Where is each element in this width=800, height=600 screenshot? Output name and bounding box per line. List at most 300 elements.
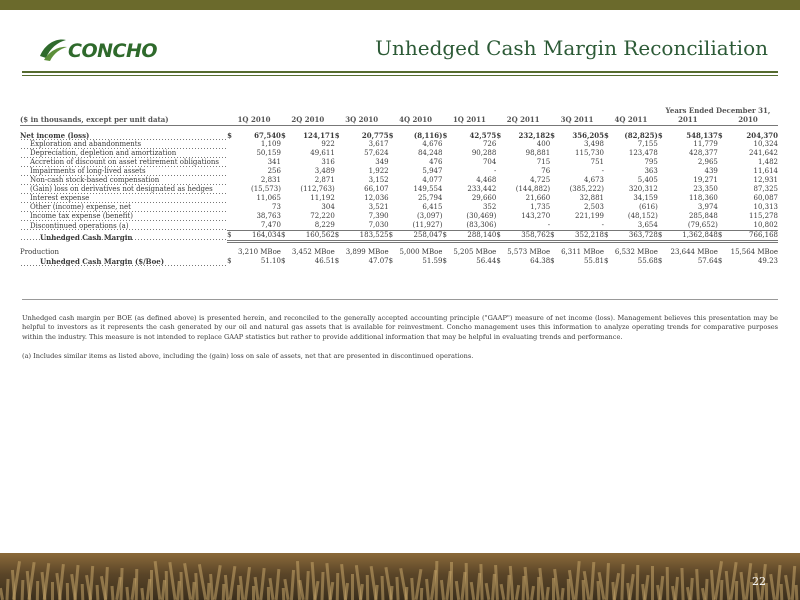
currency-symbol [718,140,726,149]
table-cell: 4,468 [476,176,497,184]
currency-symbol [335,221,343,231]
currency-symbol [604,212,612,221]
currency-symbol [442,140,450,149]
table-cell: 233,442 [467,185,497,193]
table-cell: 1,735 [530,203,551,211]
table-cell: 3,521 [368,203,389,211]
row-label: Other (income) expense, net [20,203,227,212]
row-label: Non-cash stock-based compensation [20,176,227,185]
logo-wordmark: CONCHO [68,40,157,62]
table-cell: 3,210 MBoe [238,248,281,256]
table-row [20,158,778,167]
table-cell: 183,525 [343,231,389,242]
currency-symbol: $ [227,257,232,265]
currency-symbol [335,158,343,167]
currency-symbol: $ [280,131,286,140]
table-cell: 288,140 [451,231,497,242]
currency-symbol [604,248,612,257]
row-label: (Gain) loss on derivatives not designated as hedges [20,185,227,194]
currency-symbol [718,248,726,257]
currency-symbol [658,212,666,221]
currency-symbol: $ [388,131,394,140]
currency-symbol [281,185,289,194]
currency-symbol: $ [550,131,556,140]
currency-symbol [227,203,235,212]
years-ended-header: Years Ended December 31, [665,106,771,115]
currency-symbol: $ [550,257,555,265]
currency-symbol [389,248,397,257]
column-header: 1Q 2010 [227,115,281,126]
row-label: Accretion of discount on asset retirement obligations [20,158,227,167]
table-row [20,194,778,203]
table-cell: 29,660 [471,194,497,202]
table-cell: 25,794 [417,194,443,202]
currency-symbol [550,221,558,231]
table-cell: 439 [704,167,718,175]
currency-symbol [442,221,450,231]
table-cell: 5,000 MBoe [399,248,443,256]
column-header: 2011 [658,115,718,126]
table-cell: 352,218 [558,231,604,242]
currency-symbol [718,212,726,221]
currency-symbol [227,158,235,167]
currency-symbol [227,248,235,257]
currency-symbol [718,185,726,194]
currency-symbol [227,194,235,203]
table-cell: 50,159 [256,149,281,157]
currency-symbol [335,176,343,185]
currency-symbol [496,140,504,149]
currency-symbol: $ [717,131,723,140]
table-cell: 21,660 [525,194,551,202]
table-cell: 76 [541,167,551,175]
table-row [20,203,778,212]
table-cell: (385,222) [569,185,604,193]
table-cell: 90,288 [471,149,497,157]
units-label: ($ in thousands, except per unit data) [20,115,227,126]
table-cell: 751 [590,158,604,166]
page-number: 22 [752,575,766,588]
currency-symbol [496,221,504,231]
column-header: 4Q 2010 [389,115,443,126]
currency-symbol [335,185,343,194]
currency-symbol [281,140,289,149]
currency-symbol: $ [717,257,723,265]
table-cell: 49.23 [757,257,778,265]
table-row [20,231,778,242]
table-cell: 320,312 [628,185,658,193]
table-cell: 10,324 [753,140,778,148]
table-cell: 285,848 [688,212,718,220]
table-cell: 42,575 [469,131,497,140]
currency-symbol [496,194,504,203]
table-cell: 363,728 [612,231,658,242]
currency-symbol [389,212,397,221]
currency-symbol [389,176,397,185]
currency-symbol [496,185,504,194]
table-cell: 349 [375,158,389,166]
table-cell: 3,452 MBoe [291,248,335,256]
table-cell: 11,065 [256,194,281,202]
column-header: 3Q 2011 [550,115,604,126]
currency-symbol [389,194,397,203]
table-cell: 304 [321,203,335,211]
table-cell: 47.07 [368,257,389,265]
table-cell: 2,965 [697,158,718,166]
table-cell: 726 [482,140,497,148]
table-cell: 56.44 [476,257,497,265]
table-cell: 4,673 [583,176,604,184]
table-cell: 6,311 MBoe [561,248,604,256]
currency-symbol [604,194,612,203]
currency-symbol: $ [657,257,663,265]
currency-symbol [550,212,558,221]
currency-symbol [335,248,343,257]
table-cell: 548,137 [686,131,718,140]
currency-symbol [227,140,235,149]
currency-symbol: $ [550,231,558,242]
currency-symbol: $ [604,131,609,140]
currency-symbol: $ [604,257,609,265]
table-cell: 64.38 [530,257,551,265]
table-cell: 3,498 [583,140,604,148]
table-cell: 7,390 [368,212,389,220]
currency-symbol: $ [388,257,394,265]
table-cell: 341 [267,158,281,166]
table-cell: 3,974 [697,203,718,211]
table-cell: 795 [644,158,658,166]
currency-symbol: $ [658,231,666,242]
table-cell: 118,360 [688,194,718,202]
currency-symbol [335,167,343,176]
currency-symbol [604,221,612,231]
table-cell: 12,036 [364,194,389,202]
table-cell: 7,470 [260,221,281,229]
currency-symbol [550,248,558,257]
currency-symbol [496,167,504,176]
row-label: Discontinued operations (a) [20,221,227,231]
table-cell: 4,077 [422,176,443,184]
currency-symbol [550,203,558,212]
page-title: Unhedged Cash Margin Reconciliation [375,36,768,60]
table-cell: 60,087 [753,194,778,202]
currency-symbol: $ [389,231,397,242]
table-cell: (11,927) [412,221,443,229]
currency-symbol [335,203,343,212]
table-row [20,257,778,266]
currency-symbol [658,176,666,185]
table-cell: 3,654 [637,221,658,229]
currency-symbol [442,212,450,221]
currency-symbol [281,194,289,203]
table-cell: 87,325 [753,185,778,193]
currency-symbol: $ [496,231,504,242]
currency-symbol [658,140,666,149]
column-header: 2010 [718,115,778,126]
table-cell: (144,882) [515,185,551,193]
currency-symbol [550,185,558,194]
table-cell: 115,278 [749,212,778,220]
table-cell: 49,611 [310,149,335,157]
currency-symbol [718,194,726,203]
currency-symbol [335,212,343,221]
footer-field-image [0,553,800,600]
table-cell: 1,362,848 [666,231,718,242]
table-cell: 115,730 [575,149,604,157]
table-cell: 258,047 [397,231,443,242]
table-cell: 5,947 [422,167,443,175]
currency-symbol [550,167,558,176]
currency-symbol [658,194,666,203]
company-logo [38,36,178,66]
currency-symbol [227,212,235,221]
header-group-row [20,106,778,115]
currency-symbol [281,167,289,176]
table-cell: 10,802 [753,221,778,229]
table-cell: 8,229 [314,221,335,229]
table-cell: 143,270 [521,212,551,220]
table-cell: 11,192 [310,194,335,202]
table-cell: 352 [482,203,497,211]
row-label: Impairments of long-lived assets [20,167,227,176]
table-cell: 2,831 [260,176,281,184]
currency-symbol: $ [496,131,502,140]
table-cell: 7,030 [368,221,389,229]
currency-symbol [389,185,397,194]
currency-symbol: $ [280,257,286,265]
currency-symbol [442,149,450,158]
currency-symbol [335,194,343,203]
currency-symbol [718,203,726,212]
currency-symbol [550,176,558,185]
table-row [20,149,778,158]
currency-symbol [335,149,343,158]
currency-symbol: $ [227,231,235,242]
table-cell: 2,871 [314,176,335,184]
table-cell: 221,199 [575,212,604,220]
table-cell: 84,248 [417,149,443,157]
row-label: Unhedged Cash Margin ($/Boe) [20,257,227,266]
currency-symbol [658,221,666,231]
currency-symbol [227,149,235,158]
currency-symbol [604,149,612,158]
table-cell: 4,725 [530,176,551,184]
table-cell: 19,271 [693,176,718,184]
table-cell: 57.64 [697,257,718,265]
currency-symbol: $ [442,231,450,242]
table-cell: 55.68 [637,257,658,265]
table-cell: (3,097) [416,212,443,220]
table-cell: 67,540 [254,131,281,140]
table-cell: 316 [321,158,335,166]
currency-symbol [281,203,289,212]
table-row [20,140,778,149]
currency-symbol [442,167,450,176]
currency-symbol [496,176,504,185]
title-rule [22,71,778,73]
table-cell: 20,775 [361,131,389,140]
table-cell: 51.10 [260,257,281,265]
table-cell: (15,573) [250,185,281,193]
table-cell: 5,405 [637,176,658,184]
column-header: 1Q 2011 [442,115,496,126]
currency-symbol [389,203,397,212]
currency-symbol [718,149,726,158]
table-cell: 1,482 [757,158,778,166]
table-cell: 232,182 [518,131,551,140]
currency-symbol [604,158,612,167]
table-cell: 72,220 [310,212,335,220]
top-accent-bar [0,0,800,10]
table-cell: 1,109 [260,140,281,148]
table-cell: 3,899 MBoe [345,248,389,256]
table-cell: 124,171 [303,131,335,140]
currency-symbol [658,185,666,194]
table-cell: 123,478 [628,149,658,157]
table-cell: 3,489 [314,167,335,175]
table-cell: 241,642 [749,149,778,157]
table-cell: (112,763) [300,185,335,193]
currency-symbol [604,176,612,185]
table-cell: 160,562 [289,231,335,242]
table-cell: - [493,167,497,175]
table-cell: 57,624 [364,149,389,157]
table-cell: 363 [644,167,658,175]
table-cell: 428,377 [688,149,718,157]
table-cell: 164,034 [235,231,281,242]
currency-symbol [389,167,397,176]
table-cell: 38,763 [256,212,281,220]
currency-symbol [496,212,504,221]
currency-symbol [227,221,235,231]
table-cell: (8,116) [413,131,443,140]
currency-symbol [389,221,397,231]
currency-symbol [227,167,235,176]
currency-symbol [281,221,289,231]
table-cell: 400 [536,140,551,148]
row-label: Net income (loss) [20,131,227,140]
table-row [20,248,778,257]
currency-symbol [389,140,397,149]
currency-symbol [227,176,235,185]
currency-symbol [718,221,726,231]
table-cell: 23,644 MBoe [670,248,718,256]
currency-symbol: $ [334,257,340,265]
table-cell: 476 [429,158,443,166]
table-cell: 204,370 [746,131,778,140]
table-cell: - [601,221,604,229]
table-cell: 51.59 [422,257,443,265]
table-cell: (616) [639,203,658,211]
table-cell: (83,306) [466,221,497,229]
table-cell: 11,779 [693,140,718,148]
table-cell: 46.51 [314,257,335,265]
currency-symbol [389,158,397,167]
table-cell: 4,676 [422,140,443,148]
table-cell: 12,931 [753,176,778,184]
currency-symbol [442,185,450,194]
row-label: Depreciation, depletion and amortization [20,149,227,158]
table-cell: (79,652) [687,221,718,229]
table-cell: 149,554 [413,185,443,193]
currency-symbol [496,158,504,167]
currency-symbol: $ [334,131,340,140]
table-cell: 32,881 [579,194,604,202]
table-cell: 715 [536,158,551,166]
row-label: Production [20,248,59,256]
table-cell: - [547,221,551,229]
currency-symbol [550,149,558,158]
currency-symbol [718,176,726,185]
reconciliation-table [20,106,778,266]
currency-symbol [281,176,289,185]
table-cell: 6,415 [422,203,443,211]
currency-symbol: $ [442,131,448,140]
table-cell: 23,350 [693,185,718,193]
table-cell: 55.81 [583,257,604,265]
table-cell: 98,881 [525,149,551,157]
currency-symbol: $ [604,231,612,242]
currency-symbol [442,194,450,203]
currency-symbol [281,158,289,167]
currency-symbol [496,203,504,212]
column-header: 4Q 2011 [604,115,658,126]
currency-symbol [658,203,666,212]
currency-symbol [658,149,666,158]
footnote: (a) Includes similar items as listed above, including the (gain) loss on sale of assets, net that are presented in discontinued operations. [22,352,474,360]
row-label: Interest expense [20,194,227,203]
table-row [20,185,778,194]
swoosh-logo-icon [38,36,68,62]
table-cell: 356,205 [572,131,604,140]
table-cell: 15,564 MBoe [730,248,778,256]
currency-symbol [718,167,726,176]
table-cell: 3,617 [368,140,389,148]
currency-symbol [442,158,450,167]
table-cell: (30,469) [466,212,497,220]
currency-symbol [604,140,612,149]
currency-symbol [550,158,558,167]
table-row [20,167,778,176]
table-row [20,212,778,221]
table-cell: 10,313 [753,203,778,211]
row-label: Income tax expense (benefit) [20,212,227,221]
header-row [20,115,778,126]
currency-symbol [281,212,289,221]
currency-symbol [718,158,726,167]
table-cell: 256 [267,167,281,175]
currency-symbol [335,140,343,149]
currency-symbol [658,248,666,257]
table-cell: 66,107 [364,185,389,193]
table-cell: (82,825) [624,131,658,140]
currency-symbol: $ [227,131,232,140]
table-cell: 704 [482,158,497,166]
currency-symbol [442,176,450,185]
table-cell: 5,205 MBoe [453,248,497,256]
currency-symbol [227,185,235,194]
currency-symbol [550,194,558,203]
table-cell: 2,503 [583,203,604,211]
table-bottom-rule [22,299,778,300]
table-cell: (48,152) [627,212,658,220]
table-cell: 922 [321,140,335,148]
table-cell: 766,168 [726,231,778,242]
title-rule-thin [22,75,778,76]
currency-symbol [604,167,612,176]
table-row [20,131,778,140]
table-cell: 1,922 [368,167,389,175]
